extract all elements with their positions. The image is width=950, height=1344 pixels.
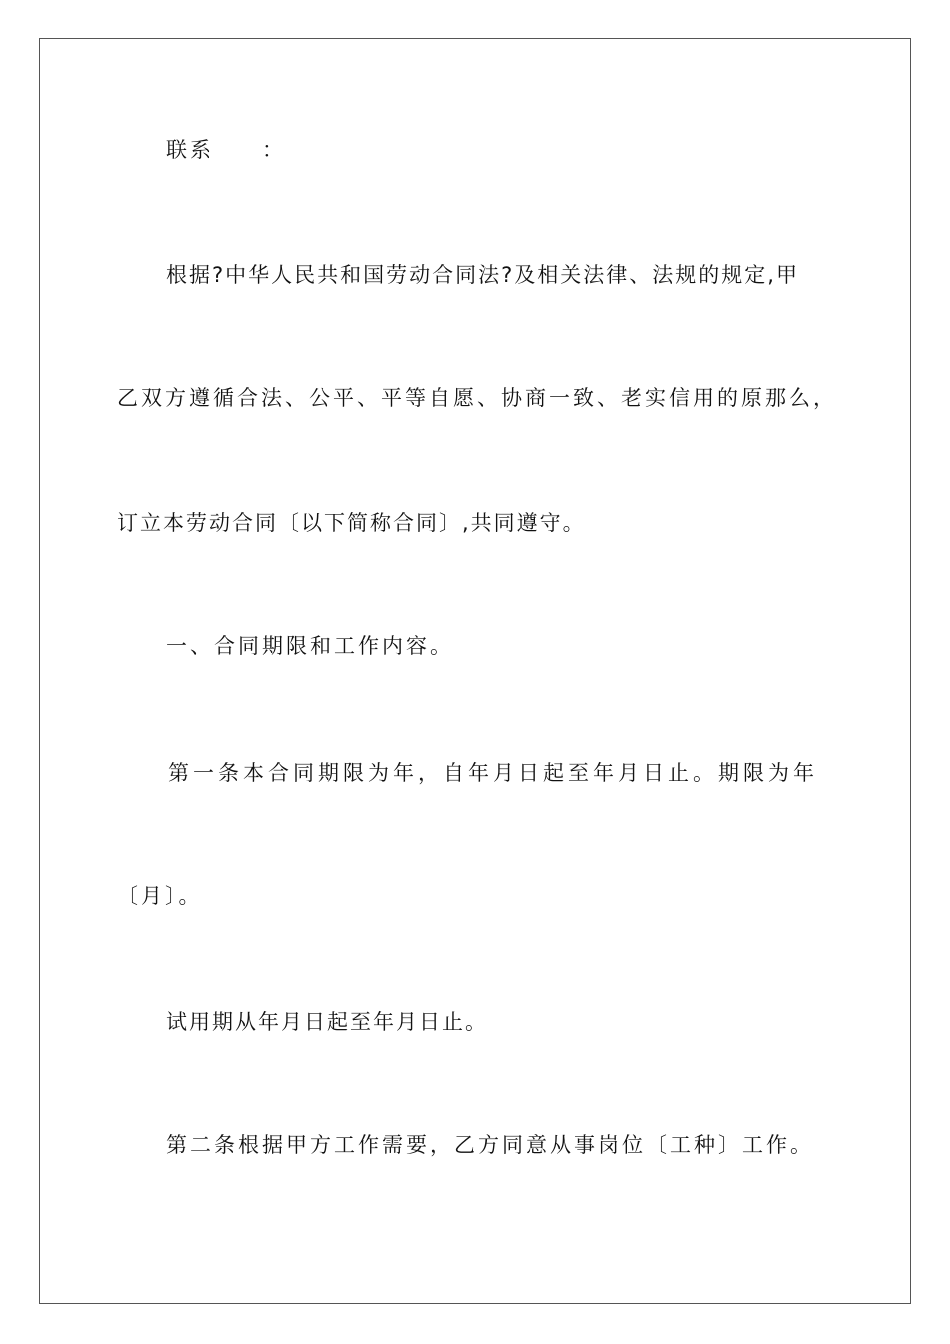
paragraph-line: 订立本劳动合同〔以下简称合同〕,共同遵守。	[117, 511, 586, 535]
article-line: 〔月〕。	[117, 884, 203, 908]
section-heading: 一、合同期限和工作内容。	[166, 634, 454, 658]
paragraph-line: 乙双方遵循合法、公平、平等自愿、协商一致、老实信用的原那么，	[117, 386, 837, 410]
page-border	[39, 38, 911, 1304]
contact-line: 联系 ：	[166, 138, 286, 162]
paragraph-line: 根据?中华人民共和国劳动合同法?及相关法律、法规的规定,甲	[166, 263, 799, 287]
article-line: 第一条本合同期限为年，自年月日起至年月日止。期限为年	[168, 761, 818, 785]
article-line: 试用期从年月日起至年月日止。	[166, 1010, 488, 1034]
article-line: 第二条根据甲方工作需要，乙方同意从事岗位〔工种〕工作。	[166, 1133, 814, 1157]
